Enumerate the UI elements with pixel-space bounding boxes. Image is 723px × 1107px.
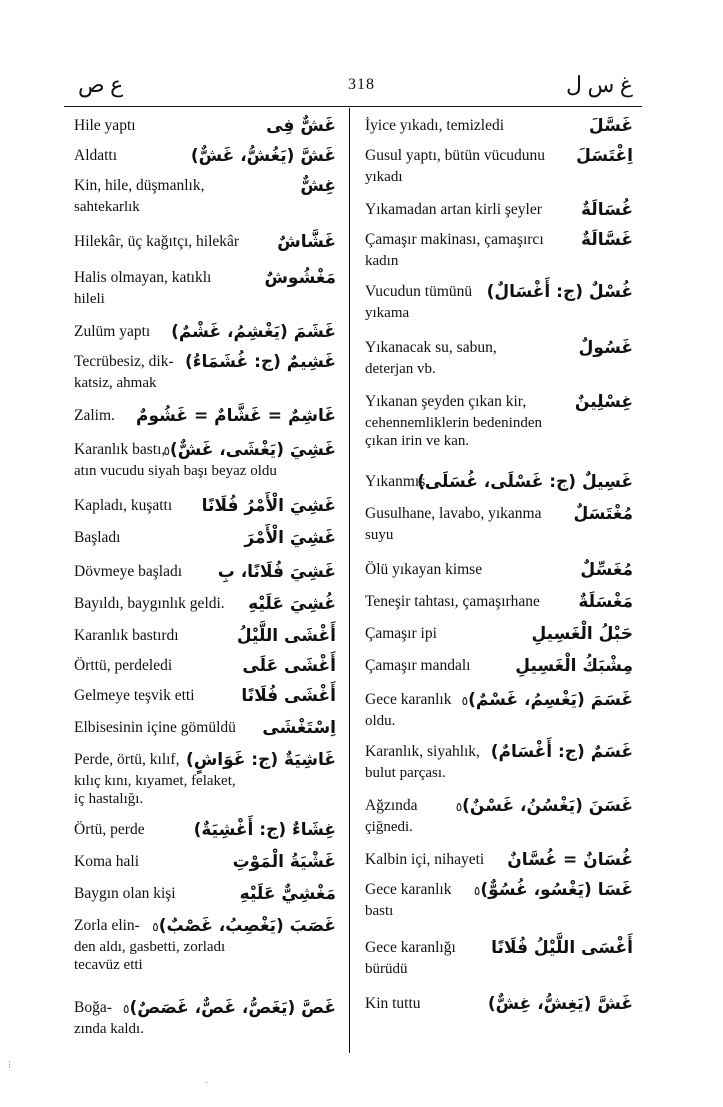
arabic-text: غَشَّ (يَغُشُّ، غَشٌّ) [190,146,336,166]
dictionary-entry [74,348,336,394]
arabic-headword [248,590,336,618]
arabic-text: مَغْشِيٌّ عَلَيْهِ [239,884,336,904]
turkish-definition: Zulüm yaptı [74,323,151,340]
header-rule [64,106,642,107]
arabic-headword [119,994,336,1023]
arabic-text: غَسَمٌ (ج: أَغْسَامٌ) [490,742,633,762]
dictionary-entry [365,934,633,980]
dictionary-entry [365,990,633,1018]
arabic-headword [242,652,336,680]
page-number: 318 [348,76,375,93]
turkish-definition: Kin, hile, düşmanlık, [74,177,205,194]
arabic-headword [507,846,633,874]
arabic-headword [580,556,633,584]
turkish-definition-continued: sahtekarlık [74,199,140,215]
turkish-definition: Hile yaptı [74,117,136,134]
arabic-headword [487,278,633,306]
arabic-text: غَاشِيَةٌ (ج: غَوَاشٍ) [186,750,336,770]
arabic-headword [218,558,336,586]
arabic-headword [579,334,633,362]
arabic-text: مَغْشُوشٌ [264,268,336,288]
arabic-headword [581,226,633,254]
dictionary-entry [74,714,336,742]
dictionary-entry [74,590,336,618]
arabic-text: غَشٌّ فِى [266,116,336,136]
dictionary-entry [365,792,633,838]
arabic-text: غَصَبَ (يَغْصِبُ، غَصْبٌ) [158,916,336,936]
arabic-text: غُسَالَةٌ [581,200,633,220]
arabic-headword [575,388,633,416]
turkish-definition: Ağzında [365,797,418,814]
dictionary-entry [365,112,633,140]
arabic-headword [576,142,633,170]
arabic-headword [573,500,633,528]
turkish-definition: Gusul yaptı, bütün vücudunu [365,147,545,164]
header-left-letters: ع ص [78,72,124,97]
arabic-text: غُسَانٌ = غُسَّانٌ [507,850,633,870]
arabic-headword [185,348,336,376]
turkish-definition: Çamaşır makinası, çamaşırcı [365,231,544,248]
dictionary-entry [365,846,633,874]
dictionary-entry [74,492,336,520]
arabic-headword [515,652,633,680]
turkish-definition: Gece karanlık [365,691,452,708]
turkish-definition: Gece karanlığı [365,939,456,956]
arabic-text: غُشِيَ عَلَيْهِ [248,594,336,614]
arabic-text: غَسَا (يَغْسُو، غُسُوٌّ) [480,880,633,900]
dictionary-entry [365,652,633,680]
arabic-text: غَشِيمٌ (ج: غُشَمَاءُ) [185,352,336,372]
arabic-text: حَبْلُ الْغَسِيلِ [531,624,633,644]
arabic-headword [578,588,633,616]
turkish-definition: Gusulhane, lavabo, yıkanma [365,505,542,522]
entry-bullet: ٥ [122,1002,130,1016]
turkish-definition-continued: yıkadı [365,169,403,185]
dictionary-entry [365,738,633,784]
turkish-definition: Gelmeye teşvik etti [74,687,195,704]
turkish-definition: Yıkanmış [365,473,426,490]
arabic-headword [240,880,336,908]
turkish-definition-continued: yıkama [365,305,410,321]
dictionary-entry [365,196,633,224]
turkish-definition: Çamaşır mandalı [365,657,471,674]
turkish-definition: Dövmeye başladı [74,563,183,580]
arabic-text: مَغْسَلَةٌ [578,592,633,612]
arabic-headword [266,112,336,140]
turkish-definition-continued: hileli [74,291,105,307]
turkish-definition: Perde, örtü, kılıf, [74,751,180,768]
arabic-headword [237,622,336,650]
arabic-text: مِشْبَكُ الْغَسِيلِ [515,656,633,676]
arabic-headword [589,112,633,140]
dictionary-entry [74,746,336,810]
dictionary-entry [365,876,633,922]
arabic-headword [171,318,336,346]
turkish-definition: Örtü, perde [74,821,145,838]
arabic-headword [417,468,633,496]
arabic-text: أَغْشَى اللَّيْلُ [236,626,336,646]
turkish-definition-continued: suyu [365,527,394,543]
arabic-text: غَشِيَ الْأَمْرَ [244,528,336,548]
turkish-definition: Zalim. [74,407,115,424]
turkish-definition-continued: bastı [365,903,394,919]
turkish-definition: Zorla elin- [74,917,140,934]
arabic-text: غَسَمَ (يَغْسِمُ، غَسْمٌ) [468,690,633,710]
header-right-letters: غ س ل [566,72,633,97]
arabic-headword [264,264,336,292]
turkish-definition-continued: bürüdü [365,961,408,977]
dictionary-entry [74,318,336,346]
arabic-text: مُغْتَسَلٌ [573,504,633,524]
arabic-text: غَسَّلَ [588,116,633,136]
entry-bullet: ٥ [152,920,159,934]
arabic-headword [458,686,633,715]
arabic-text: غَشِيَ (يَغْشَى، غَشٌّ) [169,440,336,460]
arabic-text: اِغْتَسَلَ [576,146,633,166]
dictionary-entry [74,142,336,170]
turkish-definition: İyice yıkadı, temizledi [365,117,505,134]
turkish-definition: Karanlık bastı, [74,441,166,458]
turkish-definition-continued: katsiz, ahmak [74,375,157,391]
turkish-definition: Elbisesinin içine gömüldü [74,719,236,736]
dictionary-entry [74,912,336,976]
turkish-definition-continued: kadın [365,253,399,269]
arabic-headword [136,402,336,430]
turkish-definition: Halis olmayan, katıklı [74,269,212,286]
turkish-definition: Örttü, perdeledi [74,657,173,674]
arabic-text: غَسَّالَةٌ [581,230,633,250]
dictionary-entry [74,816,336,844]
arabic-text: غَاشِمٌ = غَشَّامٌ = غَشُومٌ [136,406,336,426]
dictionary-entry [365,388,633,452]
dictionary-entry [74,880,336,908]
arabic-text: غَسَنَ (يَغْسُنُ، غَسْنٌ) [462,796,633,816]
turkish-definition: Karanlık, siyahlık, [365,743,480,760]
turkish-definition: Hilekâr, üç kağıtçı, hilekâr [74,233,240,250]
dictionary-entry [365,500,633,546]
arabic-headword [191,142,336,170]
arabic-headword [491,738,633,766]
turkish-definition-continued: zında kaldı. [74,1021,144,1037]
entry-bullet: ٥ [461,694,469,708]
turkish-definition: Vucudun tümünü [365,283,473,300]
dictionary-entry [365,468,633,496]
turkish-definition-continued: den aldı, gasbetti, zorladı [74,939,226,955]
arabic-text: غِشٌّ [300,176,336,196]
arabic-headword [241,682,336,710]
turkish-definition-continued: deterjan vb. [365,361,436,377]
scan-speck: · [205,1078,209,1089]
arabic-headword [202,492,336,520]
dictionary-entry [365,278,633,324]
dictionary-entry [74,112,336,140]
arabic-text: غَشْيَةُ الْمَوْتِ [232,852,336,872]
arabic-text: أَغْشَى عَلَى [242,656,336,676]
dictionary-entry [365,226,633,272]
turkish-definition: Kapladı, kuşattı [74,497,173,514]
dictionary-entry [365,142,633,188]
turkish-definition: Teneşir tahtası, çamaşırhane [365,593,540,610]
arabic-headword [488,990,633,1018]
dictionary-entry [365,686,633,732]
dictionary-entry [74,228,336,256]
arabic-text: غِسْلِينٌ [574,392,633,412]
turkish-definition-continued: iç hastalığı. [74,791,144,807]
turkish-definition: Karanlık bastırdı [74,627,179,644]
dictionary-entry [74,994,336,1040]
arabic-headword [244,524,336,552]
arabic-headword [262,714,336,742]
dictionary-entry [365,620,633,648]
arabic-headword [277,228,336,256]
arabic-headword [148,912,336,941]
entry-bullet: ٥ [473,884,481,898]
arabic-text: غَسِيلٌ (ج: غَسْلَى، غُسَلَى) [417,472,633,492]
arabic-headword [233,848,336,876]
turkish-definition: Bayıldı, baygınlık geldi. [74,595,225,612]
turkish-definition: Kalbin içi, nihayeti [365,851,485,868]
arabic-headword [470,876,633,905]
arabic-headword [194,816,336,844]
turkish-definition-continued: çıkan irin ve kan. [365,433,470,449]
turkish-definition: Koma hali [74,853,139,870]
turkish-definition: Baygın olan kişi [74,885,176,902]
dictionary-entry [74,402,336,430]
turkish-definition: Yıkanan şeyden çıkan kir, [365,393,527,410]
page-header [0,70,723,100]
arabic-headword [452,792,633,821]
dictionary-entry [74,524,336,552]
scan-speck: ⁝ [8,1060,12,1071]
column-divider [349,108,350,1053]
turkish-definition-continued: bulut parçası. [365,765,446,781]
entry-bullet: ٥ [455,800,463,814]
arabic-headword [159,436,336,465]
turkish-definition: Yıkanacak su, sabun, [365,339,497,356]
dictionary-entry [74,558,336,586]
turkish-definition: Gece karanlık [365,881,452,898]
arabic-text: غَسُولٌ [578,338,633,358]
turkish-definition: Çamaşır ipi [365,625,437,642]
turkish-definition-continued: çiğnedi. [365,819,413,835]
dictionary-entry [74,436,336,482]
turkish-definition-continued: atın vucudu siyah başı beyaz oldu [74,463,277,479]
arabic-text: أَغْشَى فُلَانًا [241,686,336,706]
arabic-text: غَشَمَ (يَغْشِمُ، غَشْمٌ) [171,322,336,342]
dictionary-entry [74,652,336,680]
arabic-headword [491,934,633,962]
turkish-definition: Tecrübesiz, dik- [74,353,174,370]
turkish-definition: Başladı [74,529,121,546]
arabic-headword [581,196,633,224]
arabic-text: مُغَسِّلٌ [580,560,633,580]
turkish-definition: Ölü yıkayan kimse [365,561,483,578]
entry-bullet: ٥ [163,444,170,458]
dictionary-entry [365,556,633,584]
dictionary-entry [74,264,336,310]
dictionary-entry [365,334,633,380]
arabic-text: غَشَّ (يَغِشُّ، غِشٌّ) [487,994,633,1014]
arabic-headword [531,620,633,648]
dictionary-entry [74,682,336,710]
turkish-definition-continued: cehennemliklerin bedeninden [365,415,543,431]
turkish-definition: Aldattı [74,147,118,164]
arabic-text: غَشَّاشٌ [277,232,336,252]
arabic-text: غَشِيَ الْأَمْرُ فُلَانًا [201,496,336,516]
dictionary-entry [74,848,336,876]
turkish-definition-continued: oldu. [365,713,396,729]
arabic-text: غَصَّ (يَغَصُّ، غَصٌّ، غَصَصٌ) [129,998,336,1018]
turkish-definition: Boğa- [74,999,112,1016]
turkish-definition-continued: kılıç kını, kıyamet, felaket, [74,773,236,789]
arabic-text: أَغْسَى اللَّيْلُ فُلَانًا [491,938,633,958]
arabic-text: اِسْتَغْشَى [262,718,336,738]
arabic-headword [300,172,336,200]
turkish-definition-continued: tecavüz etti [74,957,143,973]
dictionary-entry [365,588,633,616]
arabic-text: غِشَاءٌ (ج: أَغْشِيَةٌ) [193,820,336,840]
turkish-definition: Yıkamadan artan kirli şeyler [365,201,542,218]
arabic-text: غَشِيَ فُلَانًا، بِ [217,562,336,582]
turkish-definition: Kin tuttu [365,995,421,1012]
dictionary-entry [74,622,336,650]
dictionary-entry [74,172,336,218]
arabic-headword [186,746,336,774]
arabic-text: غُسْلٌ (ج: أَغْسَالٌ) [486,282,633,302]
